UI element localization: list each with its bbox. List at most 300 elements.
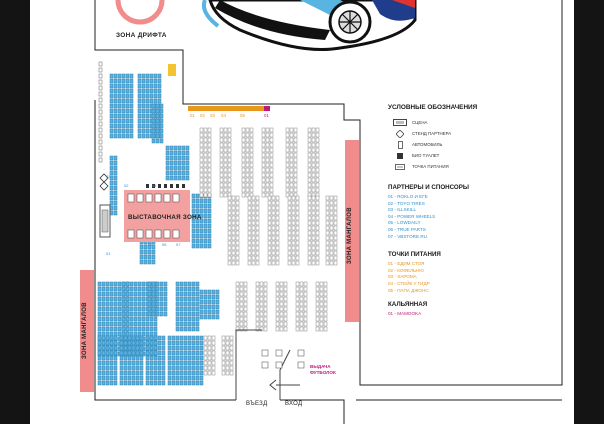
parking-slot-blue xyxy=(122,134,125,138)
parking-slot-blue xyxy=(176,312,179,316)
parking-slot-gray xyxy=(228,168,231,172)
parking-slot-blue xyxy=(118,94,121,98)
parking-slot-blue xyxy=(160,119,163,123)
hookah-marker-1: 01 xyxy=(264,113,269,118)
parking-slot-gray xyxy=(292,236,295,240)
parking-slot-gray xyxy=(286,133,289,137)
parking-slot-gray xyxy=(276,246,279,250)
parking-slot-blue xyxy=(192,224,195,228)
parking-slot-gray xyxy=(248,236,251,240)
legend-title: УСЛОВНЫЕ ОБОЗНАЧЕНИЯ xyxy=(388,104,478,111)
parking-slot-blue xyxy=(118,297,121,301)
parking-slot-gray xyxy=(228,206,231,210)
exit-label: ВХОД xyxy=(285,401,303,407)
parking-slot-blue xyxy=(138,307,141,311)
parking-slot-gray xyxy=(316,241,319,245)
parking-slot-blue xyxy=(98,381,101,385)
parking-slot-blue xyxy=(154,336,157,340)
parking-slot-gray xyxy=(226,371,229,375)
parking-slot-gray xyxy=(288,246,291,250)
parking-slot-blue xyxy=(132,381,135,385)
parking-slot-blue xyxy=(114,124,117,128)
parking-slot-blue xyxy=(110,332,113,336)
parking-slot-gray xyxy=(236,216,239,220)
parking-slot-gray xyxy=(252,256,255,260)
parking-slot-blue xyxy=(164,292,167,296)
parking-slot-gray xyxy=(270,183,273,187)
parking-slot-gray xyxy=(220,138,223,142)
parking-slot-gray xyxy=(220,188,223,192)
parking-slot-blue xyxy=(118,89,121,93)
exhibition-car xyxy=(146,194,152,202)
parking-slot-blue xyxy=(126,109,129,113)
parking-slot-blue xyxy=(166,171,169,175)
parking-slot-blue xyxy=(200,346,203,350)
parking-slot-gray xyxy=(250,168,253,172)
parking-slot-gray xyxy=(236,322,239,326)
parking-slot-blue xyxy=(130,332,133,336)
partners-title: ПАРТНЕРЫ И СПОНСОРЫ xyxy=(388,184,469,191)
parking-slot-blue xyxy=(126,322,129,326)
parking-slot-gray xyxy=(250,133,253,137)
parking-slot-blue xyxy=(110,361,113,365)
parking-slot-gray xyxy=(316,327,319,331)
parking-slot-blue xyxy=(192,234,195,238)
parking-slot-blue xyxy=(176,307,179,311)
parking-slot-blue xyxy=(154,74,157,78)
parking-slot-gray xyxy=(326,261,329,265)
parking-slot-gray xyxy=(200,163,203,167)
parking-slot-blue xyxy=(156,307,159,311)
parking-slot-gray xyxy=(308,206,311,210)
parking-slot-gray xyxy=(276,282,279,286)
parking-slot-blue xyxy=(122,89,125,93)
parking-slot-blue xyxy=(114,134,117,138)
parking-slot-blue xyxy=(162,351,165,355)
parking-slot-gray xyxy=(226,346,229,350)
parking-slot-gray xyxy=(232,196,235,200)
parking-slot-gray xyxy=(228,138,231,142)
parking-slot-blue xyxy=(124,371,127,375)
parking-slot-gray xyxy=(316,251,319,255)
parking-slot-gray xyxy=(292,206,295,210)
parking-slot-blue xyxy=(138,89,141,93)
parking-slot-gray xyxy=(224,163,227,167)
parking-slot-gray xyxy=(208,351,211,355)
parking-slot-gray xyxy=(236,307,239,311)
parking-slot-blue xyxy=(208,224,211,228)
parking-slot-gray xyxy=(220,133,223,137)
parking-slot-blue xyxy=(106,361,109,365)
parking-slot-gray xyxy=(200,158,203,162)
parking-slot-blue xyxy=(184,356,187,360)
parking-slot-blue xyxy=(130,327,133,331)
parking-slot-gray xyxy=(276,231,279,235)
parking-slot-blue xyxy=(118,332,121,336)
parking-slot-gray xyxy=(264,292,267,296)
parking-slot-blue xyxy=(166,146,169,150)
parking-slot-blue xyxy=(114,356,117,360)
parking-slot-gray xyxy=(204,163,207,167)
parking-slot-gray xyxy=(334,221,337,225)
parking-slot-gray xyxy=(320,322,323,326)
parking-slot-gray xyxy=(232,236,235,240)
parking-slot-blue xyxy=(180,336,183,340)
parking-slot-gray xyxy=(252,226,255,230)
parking-slot-blue xyxy=(98,336,101,340)
parking-slot-blue xyxy=(208,315,211,319)
parking-slot-gray xyxy=(272,226,275,230)
parking-slot-gray xyxy=(208,163,211,167)
parking-slot-gray xyxy=(204,178,207,182)
parking-slot-blue xyxy=(196,376,199,380)
parking-slot-blue xyxy=(196,341,199,345)
parking-slot-blue xyxy=(140,260,143,264)
parking-slot-blue xyxy=(184,361,187,365)
parking-slot-blue xyxy=(110,89,113,93)
parking-slot-gray xyxy=(276,226,279,230)
parking-slot-gray xyxy=(288,206,291,210)
parking-slot-blue xyxy=(152,119,155,123)
parking-slot-blue xyxy=(146,74,149,78)
parking-slot-gray xyxy=(256,221,259,225)
parking-slot-gray xyxy=(326,201,329,205)
exhibition-car xyxy=(173,230,179,238)
parking-slot-gray xyxy=(268,261,271,265)
parking-slot-blue xyxy=(118,292,121,296)
parking-slot-blue xyxy=(114,89,117,93)
parking-slot-gray xyxy=(242,148,245,152)
parking-slot-blue xyxy=(170,151,173,155)
parking-slot-blue xyxy=(126,79,129,83)
parking-slot-gray xyxy=(290,133,293,137)
exhibition-car xyxy=(137,194,143,202)
parking-slot-gray xyxy=(276,216,279,220)
parking-slot-blue xyxy=(126,312,129,316)
parking-slot-blue xyxy=(154,79,157,83)
parking-slot-gray xyxy=(208,138,211,142)
parking-slot-blue xyxy=(110,297,113,301)
parking-slot-gray xyxy=(316,236,319,240)
parking-slot-blue xyxy=(180,346,183,350)
parking-slot-gray xyxy=(262,188,265,192)
parking-slot-blue xyxy=(166,176,169,180)
parking-slot-gray xyxy=(204,371,207,375)
parking-slot-gray xyxy=(268,216,271,220)
parking-slot-blue xyxy=(122,79,125,83)
parking-slot-blue xyxy=(148,250,151,254)
parking-slot-blue xyxy=(192,239,195,243)
parking-slot-blue xyxy=(146,99,149,103)
parking-slot-gray xyxy=(232,211,235,215)
parking-slot-gray xyxy=(284,322,287,326)
parking-slot-gray xyxy=(294,153,297,157)
parking-slot-blue xyxy=(188,282,191,286)
parking-slot-blue xyxy=(146,346,149,350)
parking-slot-gray xyxy=(324,322,327,326)
parking-slot-blue xyxy=(162,381,165,385)
parking-slot-gray xyxy=(288,231,291,235)
parking-slot-gray xyxy=(232,216,235,220)
parking-slot-blue xyxy=(164,282,167,286)
parking-slot-blue xyxy=(168,341,171,345)
parking-slot-blue xyxy=(102,302,105,306)
parking-slot-blue xyxy=(106,327,109,331)
legend-label-car: АВТОМОБИЛЬ xyxy=(412,142,443,147)
parking-slot-blue xyxy=(102,336,105,340)
parking-slot-gray xyxy=(276,206,279,210)
parking-slot-blue xyxy=(142,74,145,78)
parking-slot-gray xyxy=(308,196,311,200)
parking-slot-gray xyxy=(296,221,299,225)
parking-slot-blue xyxy=(166,156,169,160)
parking-slot-gray xyxy=(294,138,297,142)
parking-slot-blue xyxy=(110,119,113,123)
parking-slot-blue xyxy=(128,376,131,380)
legend-row-partner-stand xyxy=(388,128,488,139)
parking-slot-blue xyxy=(146,114,149,118)
parking-slot-blue xyxy=(162,376,165,380)
parking-slot-gray xyxy=(312,256,315,260)
partner-item-1: 01 - ROKLO И ЕГЕ xyxy=(388,194,428,199)
parking-slot-blue xyxy=(114,322,117,326)
parking-slot-blue xyxy=(204,239,207,243)
parking-slot-blue xyxy=(122,94,125,98)
parking-slot-blue xyxy=(208,204,211,208)
parking-slot-gray xyxy=(250,183,253,187)
parking-slot-blue xyxy=(114,196,117,200)
parking-slot-blue xyxy=(176,381,179,385)
parking-slot-gray xyxy=(308,173,311,177)
bio-toilet-icon xyxy=(164,184,167,188)
parking-slot-blue xyxy=(176,282,179,286)
parking-slot-gray xyxy=(276,236,279,240)
parking-slot-blue xyxy=(98,312,101,316)
parking-slot-blue xyxy=(200,229,203,233)
exhibition-car xyxy=(155,194,161,202)
parking-slot-gray xyxy=(242,128,245,132)
parking-slot-gray xyxy=(290,178,293,182)
parking-slot-blue xyxy=(132,341,135,345)
parking-slot-gray xyxy=(236,241,239,245)
parking-slot-gray xyxy=(294,158,297,162)
parking-slot-blue xyxy=(156,114,159,118)
parking-slot-gray xyxy=(208,371,211,375)
parking-slot-gray xyxy=(204,133,207,137)
parking-slot-blue xyxy=(114,371,117,375)
parking-slot-gray xyxy=(334,256,337,260)
parking-slot-gray xyxy=(270,133,273,137)
parking-slot-gray xyxy=(324,302,327,306)
parking-slot-blue xyxy=(114,84,117,88)
parking-slot-gray xyxy=(240,292,243,296)
parking-slot-blue xyxy=(106,312,109,316)
parking-slot-gray xyxy=(220,153,223,157)
parking-slot-gray xyxy=(300,307,303,311)
parking-slot-gray xyxy=(316,163,319,167)
parking-slot-gray xyxy=(286,128,289,132)
parking-slot-blue xyxy=(114,186,117,190)
parking-slot-blue xyxy=(138,79,141,83)
parking-slot-blue xyxy=(114,176,117,180)
parking-slot-blue xyxy=(126,307,129,311)
parking-slot-gray xyxy=(200,128,203,132)
parking-slot-blue xyxy=(98,332,101,336)
parking-slot-gray xyxy=(330,221,333,225)
parking-slot-gray xyxy=(272,256,275,260)
parking-slot-blue xyxy=(106,287,109,291)
parking-slot-gray xyxy=(288,196,291,200)
parking-slot-gray xyxy=(316,206,319,210)
partner-marker-7: 07 xyxy=(176,242,181,247)
parking-slot-gray xyxy=(230,336,233,340)
parking-slot-blue xyxy=(122,129,125,133)
parking-slot-gray xyxy=(330,201,333,205)
parking-slot-gray xyxy=(262,163,265,167)
parking-slot-gray xyxy=(204,366,207,370)
parking-slot-blue xyxy=(136,366,139,370)
parking-slot-blue xyxy=(154,84,157,88)
parking-slot-blue xyxy=(142,312,145,316)
bio-toilet-icon xyxy=(388,153,412,159)
parking-slot-blue xyxy=(156,287,159,291)
parking-slot-blue xyxy=(188,341,191,345)
parking-slot-gray xyxy=(320,287,323,291)
parking-slot-gray xyxy=(230,341,233,345)
parking-slot-blue xyxy=(138,114,141,118)
parking-slot-gray xyxy=(334,216,337,220)
parking-slot-blue xyxy=(200,341,203,345)
parking-slot-blue xyxy=(114,361,117,365)
parking-slot-blue xyxy=(162,356,165,360)
parking-slot-gray xyxy=(220,193,223,197)
parking-slot-blue xyxy=(110,366,113,370)
parking-slot-blue xyxy=(124,351,127,355)
car-icon xyxy=(99,158,102,162)
parking-slot-gray xyxy=(244,322,247,326)
parking-slot-gray xyxy=(316,221,319,225)
parking-slot-blue xyxy=(192,244,195,248)
parking-slot-gray xyxy=(246,153,249,157)
parking-slot-gray xyxy=(286,148,289,152)
parking-slot-gray xyxy=(252,251,255,255)
parking-slot-gray xyxy=(236,297,239,301)
parking-slot-blue xyxy=(192,346,195,350)
parking-slot-blue xyxy=(156,282,159,286)
parking-slot-blue xyxy=(120,341,123,345)
parking-slot-gray xyxy=(260,282,263,286)
parking-slot-blue xyxy=(114,114,117,118)
parking-slot-gray xyxy=(276,287,279,291)
parking-slot-blue xyxy=(138,124,141,128)
parking-slot-blue xyxy=(212,310,215,314)
parking-slot-blue xyxy=(118,287,121,291)
parking-slot-blue xyxy=(158,336,161,340)
parking-slot-blue xyxy=(130,292,133,296)
parking-slot-gray xyxy=(250,163,253,167)
parking-slot-gray xyxy=(330,246,333,250)
parking-slot-blue xyxy=(140,341,143,345)
exhibition-car xyxy=(128,230,134,238)
parking-slot-blue xyxy=(122,302,125,306)
parking-slot-blue xyxy=(184,312,187,316)
football-label: ВЫДАЧА ФУТБОЛОК xyxy=(310,364,336,375)
parking-slot-blue xyxy=(128,361,131,365)
parking-slot-blue xyxy=(148,292,151,296)
parking-slot-gray xyxy=(236,201,239,205)
parking-slot-gray xyxy=(312,153,315,157)
parking-slot-gray xyxy=(316,168,319,172)
parking-slot-gray xyxy=(312,183,315,187)
parking-slot-gray xyxy=(296,261,299,265)
parking-slot-blue xyxy=(134,317,137,321)
car-icon xyxy=(99,68,102,72)
parking-slot-blue xyxy=(196,199,199,203)
parking-slot-blue xyxy=(150,89,153,93)
parking-slot-gray xyxy=(280,307,283,311)
parking-slot-blue xyxy=(170,166,173,170)
parking-slot-blue xyxy=(178,166,181,170)
parking-slot-blue xyxy=(98,292,101,296)
parking-slot-blue xyxy=(148,260,151,264)
parking-slot-blue xyxy=(138,99,141,103)
parking-slot-blue xyxy=(130,119,133,123)
parking-slot-gray xyxy=(250,173,253,177)
parking-slot-blue xyxy=(148,255,151,259)
parking-slot-blue xyxy=(200,300,203,304)
parking-slot-blue xyxy=(208,234,211,238)
parking-slot-gray xyxy=(316,307,319,311)
parking-slot-gray xyxy=(288,226,291,230)
parking-slot-gray xyxy=(316,211,319,215)
parking-slot-blue xyxy=(146,317,149,321)
parking-slot-blue xyxy=(180,361,183,365)
parking-slot-blue xyxy=(186,161,189,165)
parking-slot-blue xyxy=(102,341,105,345)
parking-slot-gray xyxy=(250,188,253,192)
partner-marker-2: 02 xyxy=(124,183,129,188)
parking-slot-blue xyxy=(138,312,141,316)
parking-slot-blue xyxy=(142,89,145,93)
parking-slot-blue xyxy=(110,161,113,165)
food-item-3: 03 - ХАРОМА xyxy=(388,274,417,280)
parking-slot-gray xyxy=(208,158,211,162)
parking-slot-gray xyxy=(334,211,337,215)
parking-slot-gray xyxy=(270,148,273,152)
parking-slot-blue xyxy=(196,204,199,208)
parking-slot-blue xyxy=(134,322,137,326)
parking-slot-blue xyxy=(114,351,117,355)
parking-slot-blue xyxy=(152,250,155,254)
food-title: ТОЧКИ ПИТАНИЯ xyxy=(388,251,441,259)
parking-slot-gray xyxy=(292,241,295,245)
parking-slot-blue xyxy=(158,99,161,103)
parking-slot-gray xyxy=(290,138,293,142)
parking-slot-gray xyxy=(204,143,207,147)
parking-slot-gray xyxy=(324,287,327,291)
parking-slot-blue xyxy=(184,336,187,340)
parking-slot-blue xyxy=(150,376,153,380)
parking-slot-blue xyxy=(186,171,189,175)
parking-slot-blue xyxy=(196,209,199,213)
parking-slot-gray xyxy=(252,236,255,240)
parking-slot-blue xyxy=(140,356,143,360)
parking-slot-gray xyxy=(296,211,299,215)
parking-slot-gray xyxy=(284,327,287,331)
parking-slot-gray xyxy=(268,201,271,205)
parking-slot-gray xyxy=(270,158,273,162)
parking-slot-blue xyxy=(102,361,105,365)
